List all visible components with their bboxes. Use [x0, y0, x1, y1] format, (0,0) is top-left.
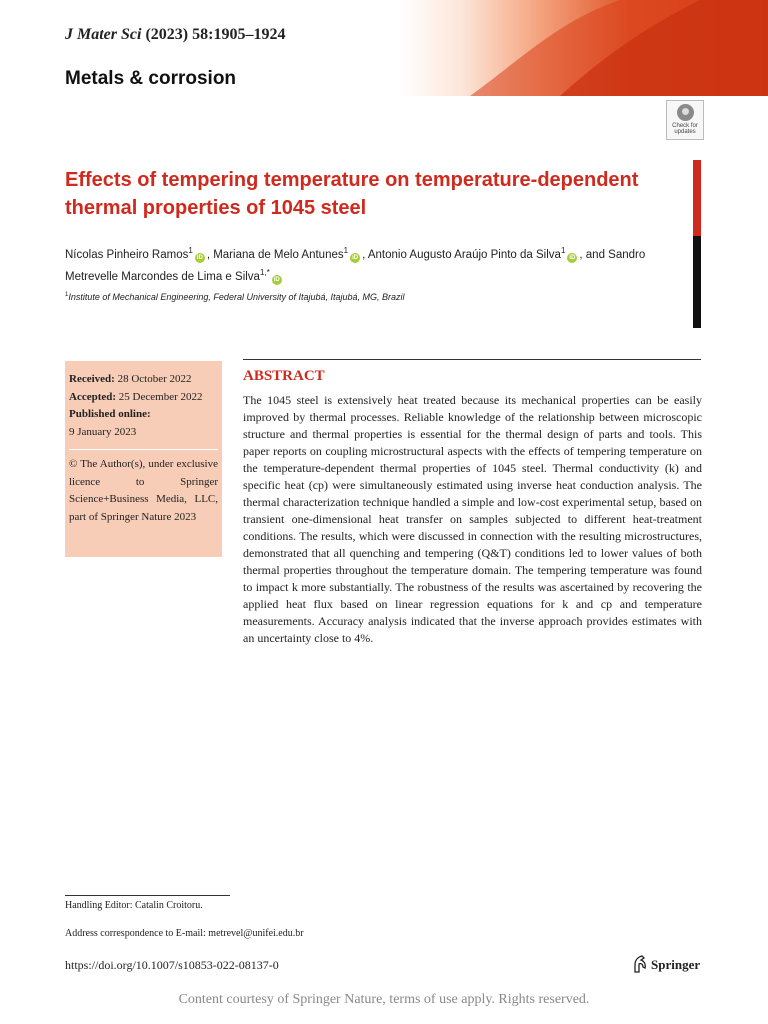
accepted-date: Accepted: 25 December 2022: [69, 390, 203, 403]
journal-volume-pages: (2023) 58:1905–1924: [141, 26, 286, 43]
abstract-rule: [243, 359, 701, 360]
orcid-icon[interactable]: iD: [196, 254, 203, 261]
history-divider: [69, 449, 218, 450]
author-separator: ,: [362, 248, 368, 261]
footnote-rule: [65, 895, 230, 896]
handling-editor: Handling Editor: Catalin Croitoru.: [65, 900, 203, 911]
copyright-notice: © The Author(s), under exclusive licence to Springer Science+Business Media, LLC, part of Springer Nature 2023: [69, 458, 218, 523]
author-separator: ,: [206, 248, 214, 261]
abstract-heading: ABSTRACT: [243, 368, 325, 384]
published-label: Published online:: [69, 408, 151, 420]
correspondence-email[interactable]: Address correspondence to E-mail: metrevel@unifei.edu.br: [65, 928, 304, 939]
orcid-icon[interactable]: iD: [352, 254, 359, 261]
springer-logo: [632, 955, 700, 975]
abstract-body: The 1045 steel is extensively heat treated because its mechanical properties can be easily improved by thermal processes. Reliable knowledge of the relationship between microscopic structure and thermal properties is essential for the thermal design of parts and tools. This paper reports on coupling microstructural aspects with the effects of tempering temperature on the temperature-dependent thermal properties of 1045 steel. Thermal conductivity (k) and specific heat (cp) were simultaneously estimated using inverse heat conduction analysis. The thermal characterization technique handled a simple and low-cost experimental setup, based on transient one-dimensional heat transfer on samples subjected to different heat-treatment conditions. The results, which were discussed in connection with the resulting microstructures, demonstrated that all quenching and tempering (Q&T) conditions led to lower values of both thermal properties throughout the temperature domain. The tempering temperature was found to impact k more substantially. The robustness of the results was ascertained by recovering the applied heat flux based on linear regression equations for k and cp and temperature measurements. Accuracy analysis indicated that the inverse approach provides estimates with an uncertainty close to 4%.: [243, 393, 702, 645]
author-separator: , and: [579, 248, 609, 261]
affiliation-text: Institute of Mechanical Engineering, Federal University of Itajubá, Itajubá, MG, Brazil: [68, 292, 405, 302]
author-list: [65, 242, 685, 286]
courtesy-notice: Content courtesy of Springer Nature, terms of use apply. Rights reserved.: [178, 992, 590, 1007]
author-affiliation-mark: 1,*: [259, 267, 270, 277]
author-affiliation-mark: 1: [343, 246, 349, 255]
check-updates-icon: [677, 104, 694, 121]
article-title: Effects of tempering temperature on temperature-dependent thermal properties of 1045 steel: [65, 169, 639, 219]
author-affiliation-mark: 1: [560, 246, 566, 255]
affiliation: [65, 292, 685, 302]
published-date: 9 January 2023: [69, 425, 137, 438]
author-name: Antonio Augusto Araújo Pinto da Silva: [367, 248, 561, 261]
journal-abbrev: J Mater Sci: [65, 26, 142, 43]
author-name: Sandro Metrevelle Marcondes de Lima e Silva: [65, 248, 646, 283]
orcid-icon[interactable]: iD: [273, 276, 280, 283]
received-date: Received: 28 October 2022: [69, 373, 192, 385]
side-accent-bar-black: [693, 236, 701, 328]
author-affiliation-mark: 1: [188, 246, 193, 255]
doi-link[interactable]: https://doi.org/10.1007/s10853-022-08137-0: [65, 958, 279, 972]
journal-citation: [65, 26, 285, 44]
section-label: Metals & corrosion: [65, 68, 237, 89]
check-for-updates-badge[interactable]: [666, 100, 704, 140]
check-updates-text: Check for updates: [672, 123, 698, 135]
author-name: Mariana de Melo Antunes: [213, 248, 344, 261]
springer-horse-icon: [632, 955, 648, 973]
orcid-icon[interactable]: iD: [569, 254, 576, 261]
side-accent-bar-red: [693, 160, 701, 236]
article-history-box: [65, 361, 222, 557]
springer-wordmark: Springer: [651, 957, 701, 972]
affiliation-number: 1: [65, 292, 69, 298]
author-name: Nícolas Pinheiro Ramos: [65, 248, 189, 261]
